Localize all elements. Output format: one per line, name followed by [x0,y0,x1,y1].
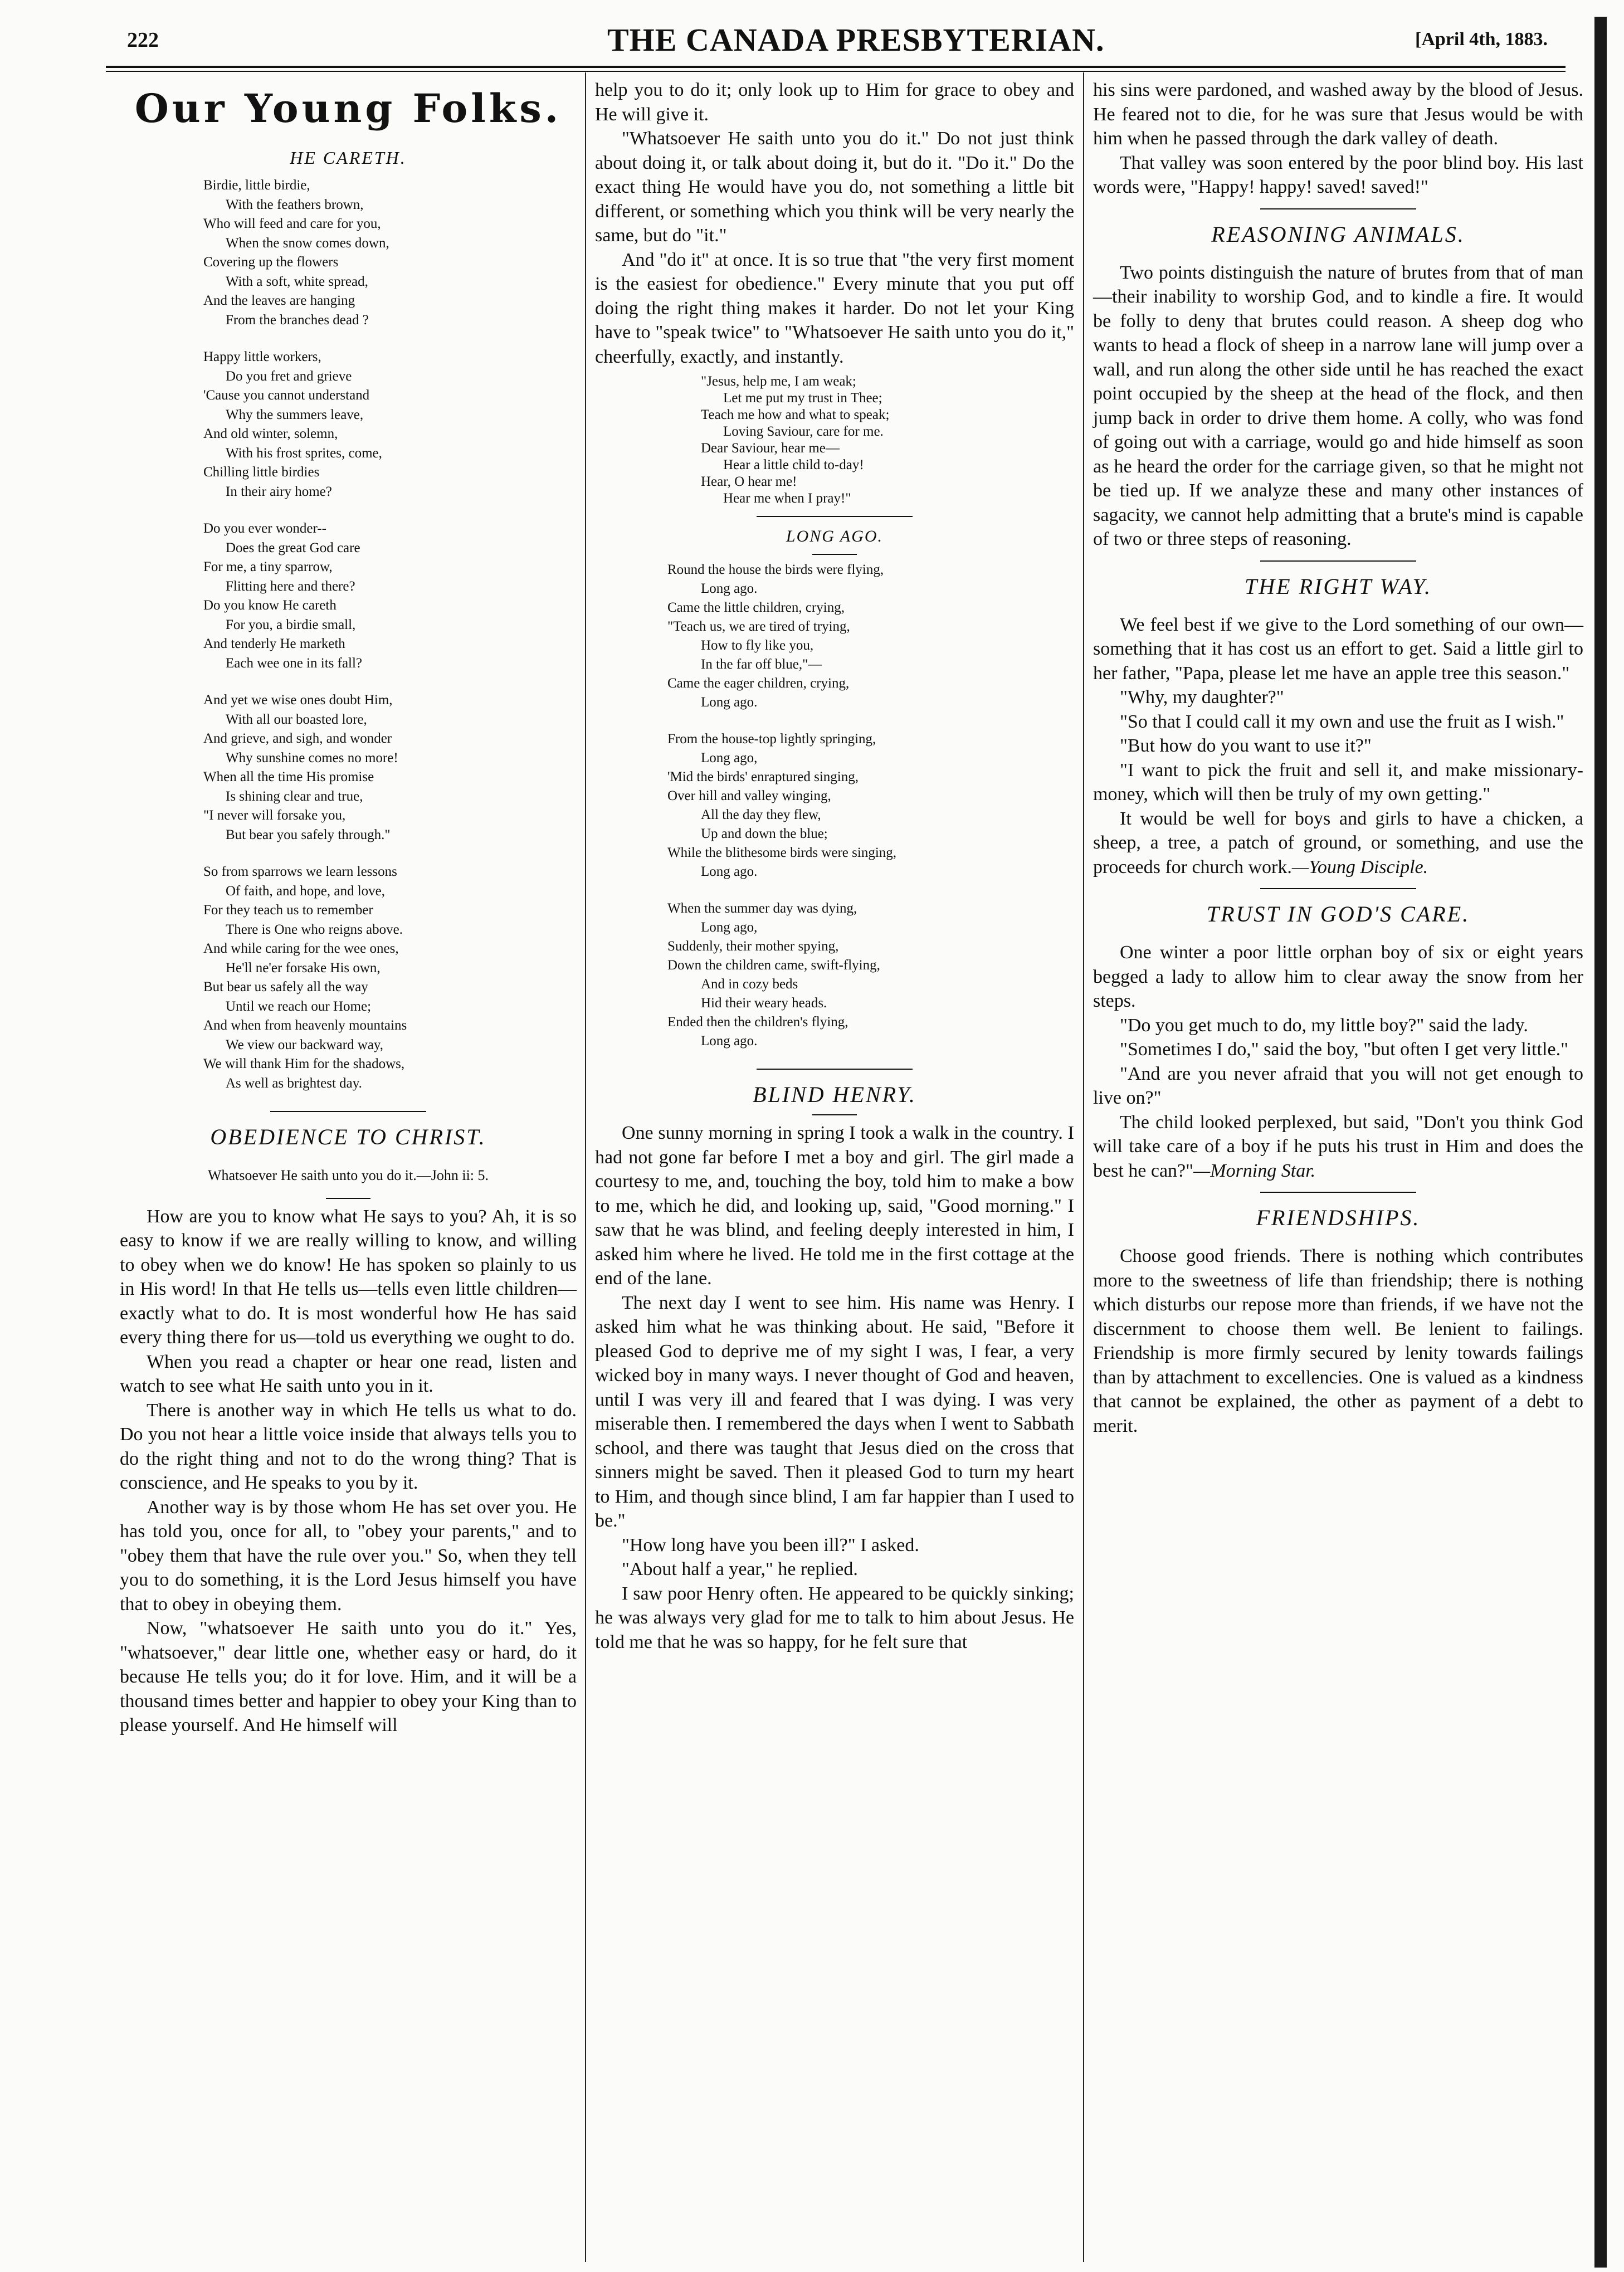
poem-line: Long ago, [701,750,758,766]
poem-line: He'll ne'er forsake His own, [226,960,381,976]
department-title: Our Young Folks. [134,85,562,131]
poem-line: And in cozy beds [701,977,798,992]
poem-title-he-careth: HE CARETH. [290,148,407,168]
section-rule [757,1069,913,1070]
hymn-line: Hear a little child to-day! [723,457,864,472]
poem-line: But bear us safely all the way [203,979,368,994]
article-title-right-way: THE RIGHT WAY. [1245,573,1432,599]
title-rule [812,554,857,555]
poem-line: Is shining clear and true, [226,788,363,804]
hymn-line: Loving Saviour, care for me. [723,424,884,439]
poem-line: For me, a tiny sparrow, [203,559,333,574]
poem-line: As well as brightest day. [226,1075,362,1091]
poem-line: With a soft, white spread, [226,274,368,289]
paragraph: "About half a year," he replied. [622,1559,858,1579]
paragraph: The next day I went to see him. His name was Henry. I asked him what he was thinking about. He said, "Before it pleased God to deprive me of my sight I was, I fear, a very wicked boy in many ways. I never thought of God and heaven, until I was very ill and feared that I was dying. I was very miserable then. I remembered the days when I went to Sabbath school, and there was taught that Jesus died on the cross that sinners might be saved. Then it pleased God to turn my heart to Him, and though since blind, I am far happier than I used to be." [595,1292,1074,1531]
paragraph: When you read a chapter or hear one read, listen and watch to see what He saith unto you in it. [120,1351,577,1396]
paragraph: "How long have you been ill?" I asked. [622,1534,919,1556]
article-title-blind-henry: BLIND HENRY. [753,1082,916,1107]
paragraph: "But how do you want to use it?" [1120,735,1372,756]
column-divider-1 [585,72,586,2262]
poem-line: And while caring for the wee ones, [203,941,399,956]
stanza [667,899,1074,1051]
poem-line: Long ago. [701,581,758,596]
poem-line: Long ago. [701,695,758,710]
paragraph: his sins were pardoned, and washed away by the blood of Jesus. He feared not to die, for he was sure that Jesus would be with him when he passed through the dark valley of death. [1093,80,1583,149]
poem-line: Do you ever wonder-- [203,521,326,536]
article-title-friendships: FRIENDSHIPS. [1256,1205,1421,1230]
paragraph: There is another way in which He tells us what to do. Do you not hear a little voice inside that always tells you to do the right thing and not to do the wrong thing? That is conscience, and He speaks to you by it. [120,1400,577,1493]
stanza [667,730,1074,881]
section-rule [1260,1192,1416,1193]
page-number: 222 [127,28,159,52]
poem-line: Who will feed and care for you, [203,216,381,231]
poem-he-careth [203,176,577,1093]
poem-line: Happy little workers, [203,349,321,364]
paragraph: We feel best if we give to the Lord something of our own—something that it has cost us an effort to get. Said a little girl to her father, "Papa, please let me have an apple tree this season." [1093,614,1583,684]
section-rule [270,1111,426,1112]
stanza [203,519,577,673]
poem-line: Each wee one in its fall? [226,655,363,671]
poem-line: Came the little children, crying, [667,600,845,615]
poem-line: With the feathers brown, [226,197,364,212]
poem-line: But bear you safely through." [226,827,391,842]
poem-line: There is One who reigns above. [226,922,403,937]
paragraph [1093,807,1583,880]
poem-line: Of faith, and hope, and love, [226,883,386,899]
paragraph-text: The child looked perplexed, but said, "Don't you think God will take care of a boy if he puts his trust in Him and does the best he can?" [1093,1111,1583,1181]
masthead: THE CANADA PRESBYTERIAN. [607,22,1105,58]
poem-title-long-ago: LONG AGO. [786,527,884,545]
poem-line: Round the house the birds were flying, [667,562,884,577]
poem-line: From the branches dead ? [226,312,369,328]
poem-line: "Teach us, we are tired of trying, [667,619,850,634]
poem-line: Flitting here and there? [226,578,355,594]
poem-line: Suddenly, their mother spying, [667,939,839,954]
poem-line: While the blithesome birds were singing, [667,845,897,860]
poem-line: And tenderly He marketh [203,636,345,651]
column-2 [595,78,1074,1654]
poem-line: All the day they flew, [701,807,821,822]
poem-line: Does the great God care [226,540,360,555]
poem-line: And yet we wise ones doubt Him, [203,693,393,708]
paragraph: "So that I could call it my own and use the fruit as I wish." [1120,711,1564,732]
poem-line: When the summer day was dying, [667,901,857,916]
source-credit: —Morning Star. [1193,1160,1316,1181]
paragraph: "Whatsoever He saith unto you do it." Do not just think about doing it, or talk about doing it, but do it. "Do it." Do the exact thing He would have you do, not something a little bit different, or something which you think will be very nearly the same, but do "it." [595,128,1074,246]
paragraph: One winter a poor little orphan boy of six or eight years begged a lady to allow him to clear away the snow from her steps. [1093,942,1583,1011]
poem-line: And when from heavenly mountains [203,1018,407,1033]
poem-line: We view our backward way, [226,1037,384,1052]
title-rule [812,1114,857,1115]
poem-line: Birdie, little birdie, [203,178,310,193]
paragraph [1093,1110,1583,1183]
hymn-line: Dear Saviour, hear me— [701,441,840,456]
binding-edge [1594,17,1607,2268]
article-body-right-way [1093,613,1583,880]
paragraph: One sunny morning in spring I took a walk in the country. I had not gone far before I met a boy and girl. The girl made a courtesy to me, and, touching the boy, told him to make a bow to me, which he did, and looking up, said, "Good morning." I saw that he was blind, and feeling deeply interested in him, I asked him where he lived. He told me in the first cottage at the end of the lane. [595,1123,1074,1289]
poem-line: How to fly like you, [701,638,814,653]
poem-line: And old winter, solemn, [203,426,338,441]
stanza [203,691,577,845]
article-title-trust: TRUST IN GOD'S CARE. [1206,901,1470,927]
poem-line: Down the children came, swift-flying, [667,958,880,973]
poem-line: 'Cause you cannot understand [203,388,370,403]
poem-line: For they teach us to remember [203,903,373,918]
stanza [667,560,1074,712]
poem-line: Came the eager children, crying, [667,676,850,691]
poem-line: We will thank Him for the shadows, [203,1056,405,1071]
article-body-trust [1093,940,1583,1183]
column-3 [1093,78,1583,1438]
hymn-quote [701,373,1074,507]
paragraph: "I want to pick the fruit and sell it, and make missionary-money, which will then be truly of my own getting." [1093,759,1583,805]
epigraph-rule [326,1198,370,1199]
hymn-line: Hear me when I pray!" [723,491,851,506]
poem-line: Chilling little birdies [203,465,320,480]
poem-line: When the snow comes down, [226,235,389,251]
poem-line: In the far off blue,"— [701,657,822,672]
paragraph: Another way is by those whom He has set over you. He has told you, once for all, to "obey your parents," and to "obey them that have the rule over you." So, when they tell you to do something, it is the Lord Jesus himself you have that to obey in obeying them. [120,1496,577,1615]
poem-line: Why the summers leave, [226,407,364,422]
poem-line: "I never will forsake you, [203,808,346,823]
poem-line: Over hill and valley winging, [667,788,831,803]
paragraph: help you to do it; only look up to Him for grace to obey and He will give it. [595,80,1074,125]
article-body-obedience [120,1205,577,1738]
issue-date: [April 4th, 1883. [1415,29,1548,50]
section-rule [1260,208,1416,209]
column-divider-2 [1083,72,1084,2262]
poem-line: 'Mid the birds' enraptured singing, [667,769,859,784]
hymn-line: Hear, O hear me! [701,474,797,489]
epigraph: Whatsoever He saith unto you do it.—John ii: 5. [207,1167,489,1183]
poem-line: Hid their weary heads. [701,996,827,1011]
stanza [203,862,577,1093]
poem-line: From the house-top lightly springing, [667,732,876,747]
poem-line: And grieve, and sigh, and wonder [203,731,392,746]
paragraph-text: It would be well for boys and girls to have a chicken, a sheep, a tree, a patch of ground, or something, and use the proceeds for church work. [1093,808,1583,877]
header-rule-thin [106,71,1566,72]
stanza [203,176,577,330]
poem-long-ago [667,560,1074,1051]
poem-line: Do you fret and grieve [226,368,352,384]
hymn-line: Teach me how and what to speak; [701,407,890,422]
paragraph: I saw poor Henry often. He appeared to be quickly sinking; he was always very glad for me to talk to him about Jesus. He told me that he was so happy, for he felt sure that [595,1583,1074,1652]
paragraph: Two points distinguish the nature of brutes from that of man—their inability to worship God, and to kindle a fire. It would be folly to deny that brutes could reason. A sheep dog who wants to head a flock of sheep in a narrow lane will jump over a wall, and run along the other side until he has reached the exact point occupied by the sheep at the head of the flock, and then jump back in order to drive them home. A colly, who was fond of going out with a carriage, would go and hide himself as soon as he heard the order for the carriage given, so that he might not be tied up. If we analyze these and many other instances of sagacity, we cannot help admitting that a brute's mind is capable of two or three steps of reasoning. [1093,262,1583,549]
paragraph: Now, "whatsoever He saith unto you do it." Yes, "whatsoever," dear little one, whether easy or hard, do it because He tells you; do it for love. Him, and it will be a thousand times better and happier to obey your King than to please yourself. And He himself will [120,1618,577,1735]
poem-line: Until we reach our Home; [226,998,372,1014]
header-rule [106,66,1566,68]
poem-line: For you, a birdie small, [226,617,356,632]
poem-line: Ended then the children's flying, [667,1015,848,1030]
section-rule [1260,560,1416,562]
poem-line: Up and down the blue; [701,826,828,841]
section-rule [1260,888,1416,889]
poem-line: Why sunshine comes no more! [226,750,398,766]
paragraph: And "do it" at once. It is so true that "the very first moment is the easiest for obedience." Every minute that you put off doing the right thing makes it harder. Do not let your King have to "speak twice" to "Whatsoever He saith unto you do it," cheerfully, exactly, and instantly. [595,249,1074,367]
paragraph: "And are you never afraid that you will not get enough to live on?" [1093,1063,1583,1108]
poem-line: Long ago. [701,864,758,879]
poem-line: Do you know He careth [203,598,336,613]
poem-line: Covering up the flowers [203,255,339,270]
poem-line: So from sparrows we learn lessons [203,864,397,879]
poem-line: In their airy home? [226,484,332,499]
paragraph: Choose good friends. There is nothing which contributes more to the sweetness of life than friendship; there is nothing which disturbs our repose more than friends, if we have not the discernment to choose them well. Be lenient to failings. Friendship is more firmly secured by lenity towards failings than by attachment to excellencies. One is valued as a kindness that cannot be explained, the other as payment of a debt to merit. [1093,1246,1583,1436]
poem-line: With his frost sprites, come, [226,445,382,461]
stanza [203,348,577,501]
poem-line: Long ago. [701,1033,758,1049]
poem-line: And the leaves are hanging [203,293,355,308]
hymn-line: Let me put my trust in Thee; [723,391,882,406]
hymn-line: "Jesus, help me, I am weak; [701,374,856,389]
poem-line: With all our boasted lore, [226,711,367,727]
article-title-reasoning-animals: REASONING ANIMALS. [1211,221,1465,247]
article-body-blind-henry [595,1121,1074,1654]
paragraph: That valley was soon entered by the poor blind boy. His last words were, "Happy! happy! saved! saved!" [1093,152,1583,197]
paragraph: "Sometimes I do," said the boy, "but often I get very little." [1120,1039,1568,1060]
section-rule [757,516,913,517]
poem-line: Long ago, [701,920,758,935]
poem-line: When all the time His promise [203,769,374,784]
column-1 [120,78,577,1738]
paragraph: How are you to know what He says to you? Ah, it is so easy to know if we are really willing to know, and willing to obey when we do know! He has spoken so plainly to us in His word! In that He tells us—tells even little children—exactly what to do. It is most wonderful how He has said every thing there for us—told us everything we ought to do. [120,1206,577,1348]
source-credit: —Young Disciple. [1291,856,1428,877]
article-title-obedience: OBEDIENCE TO CHRIST. [210,1124,486,1149]
paragraph: "Why, my daughter?" [1120,687,1284,708]
paragraph: "Do you get much to do, my little boy?" said the lady. [1120,1015,1528,1036]
